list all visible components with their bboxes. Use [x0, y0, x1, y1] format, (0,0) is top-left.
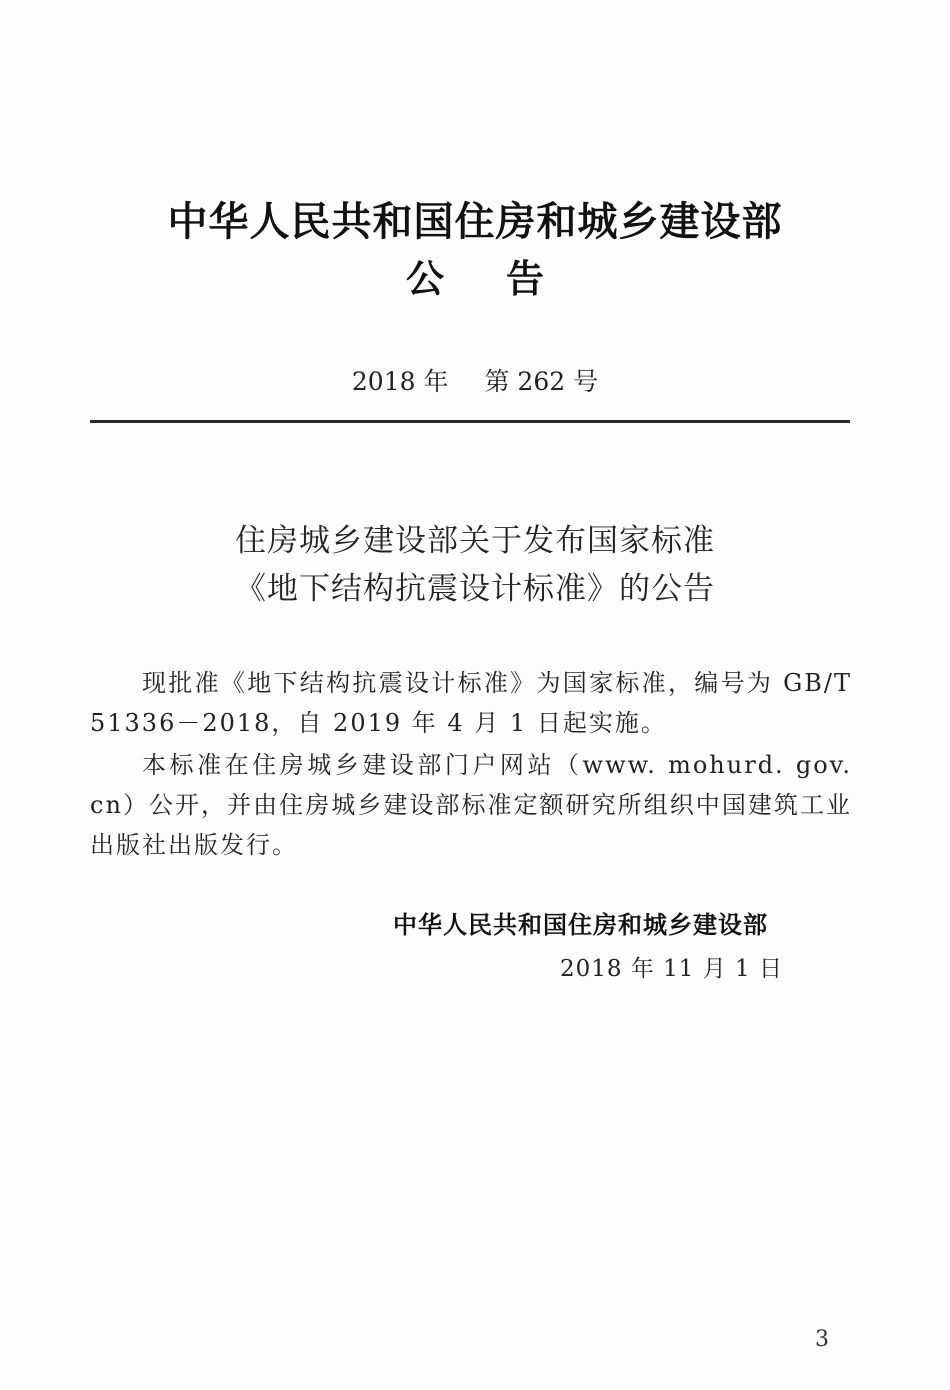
signature-date: 2018 年 11 月 1 日 — [560, 956, 783, 982]
body-paragraph-2 — [90, 745, 852, 865]
body-paragraph-2-text: 本标准在住房城乡建设部门户网站（www. mohurd. gov. cn）公开，并由住房城乡建设部标准定额研究所组织中国建筑工业出版社出版发行。 — [90, 751, 852, 859]
notice-subject-line-1: 住房城乡建设部关于发布国家标准 — [235, 523, 715, 559]
header-divider — [90, 420, 850, 423]
issue-number-line — [0, 362, 950, 398]
signature-issuer: 中华人民共和国住房和城乡建设部 — [393, 911, 768, 939]
notice-heading: 公告 — [405, 257, 606, 301]
issue-number: 第 262 号 — [484, 367, 599, 396]
issue-year: 2018 年 — [351, 367, 449, 396]
body-paragraph-1-text: 现批准《地下结构抗震设计标准》为国家标准，编号为 GB/T 51336－2018，自 2019 年 4 月 1 日起实施。 — [90, 669, 852, 737]
page-number: 3 — [815, 1327, 829, 1352]
notice-subject-line-2: 《地下结构抗震设计标准》的公告 — [235, 571, 715, 607]
body-paragraph-1 — [90, 663, 852, 743]
issuing-authority-title: 中华人民共和国住房和城乡建设部 — [167, 199, 783, 245]
